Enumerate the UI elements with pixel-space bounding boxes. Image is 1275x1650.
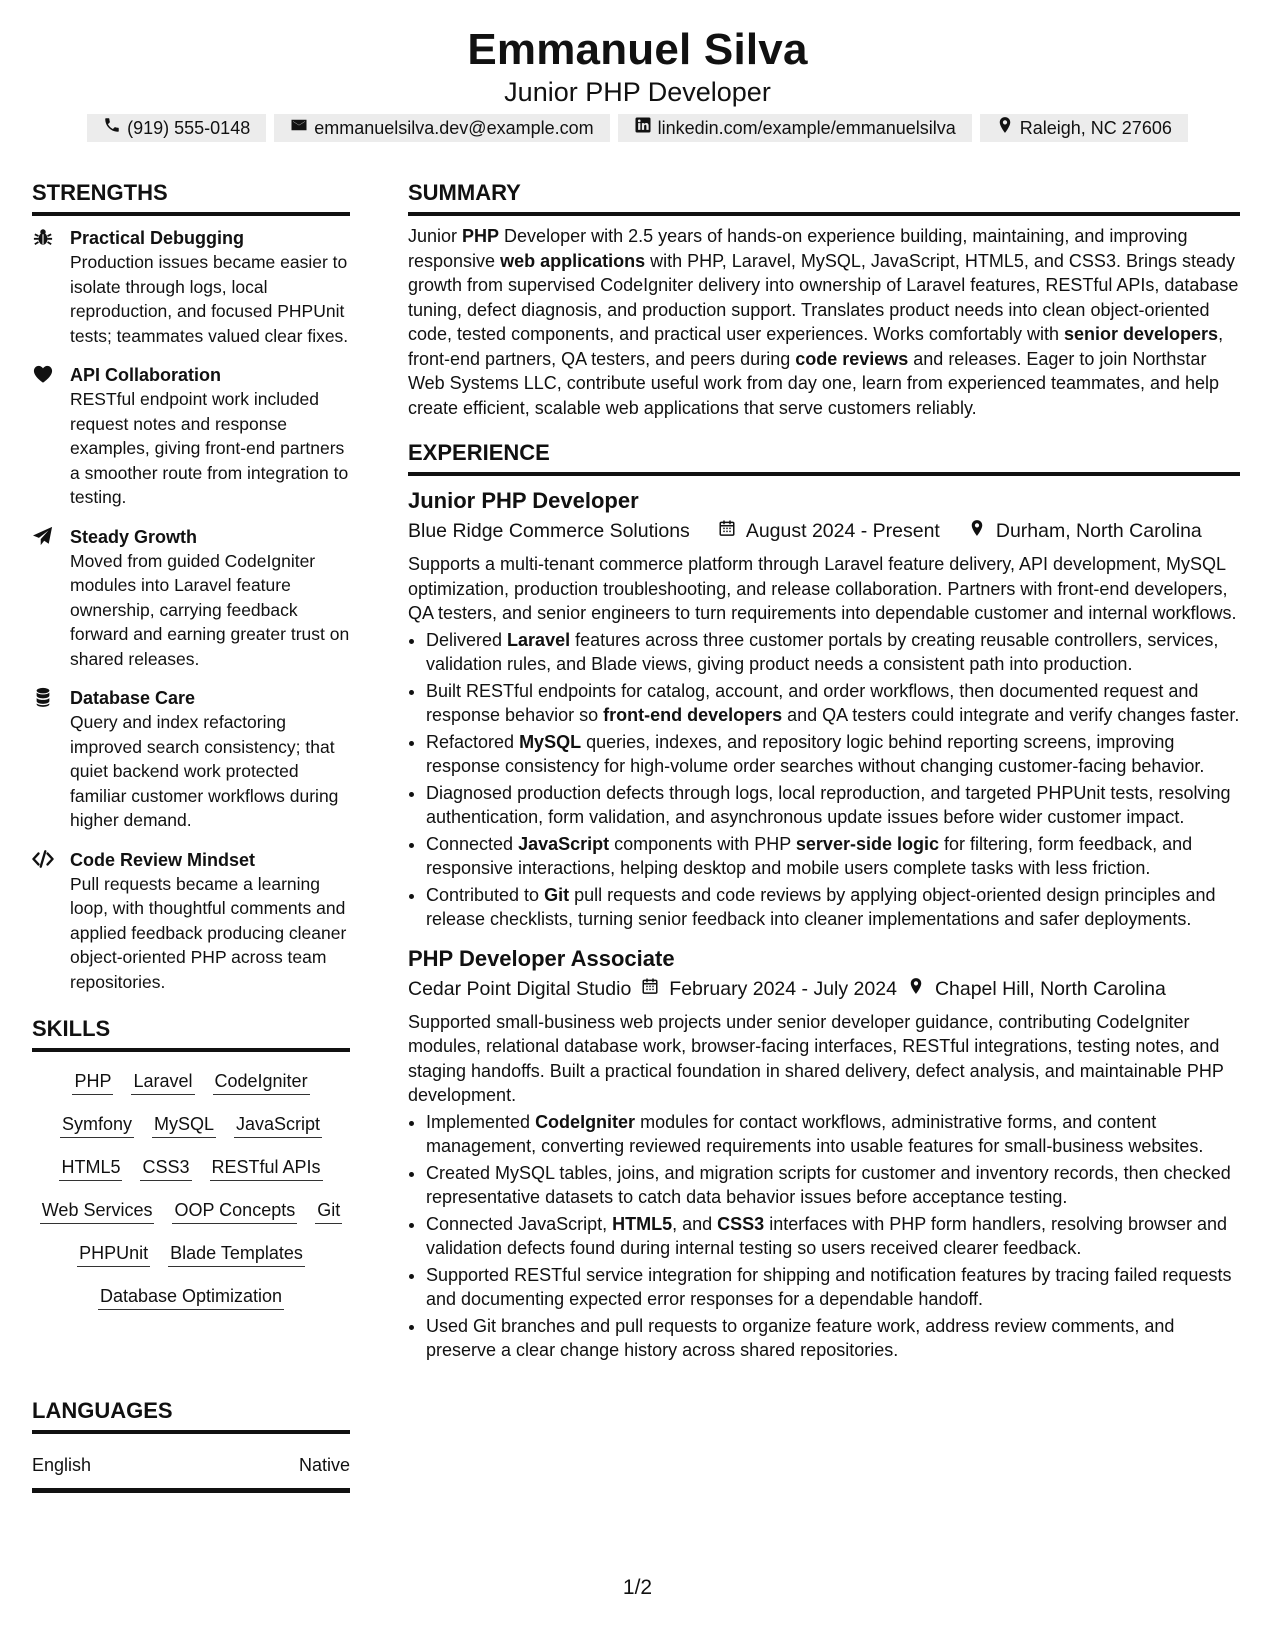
skill-tag: Blade Templates bbox=[168, 1240, 305, 1267]
bug-icon bbox=[32, 226, 56, 249]
database-icon bbox=[32, 686, 56, 709]
envelope-icon bbox=[290, 114, 308, 142]
language-name: English bbox=[32, 1455, 92, 1475]
job-entry bbox=[408, 486, 1240, 932]
contact-linkedin[interactable] bbox=[618, 114, 972, 142]
languages-heading: LANGUAGES bbox=[32, 1394, 350, 1434]
strengths-heading: STRENGTHS bbox=[32, 176, 350, 216]
text-run: Junior bbox=[408, 226, 463, 246]
text-run: and releases. Eager to join Northstar Web Systems LLC, contribute useful work from day one, learn from experienced teammates, and help create efficient, scalable web applications that serve customers reliably. bbox=[408, 348, 1220, 418]
map-pin-icon bbox=[907, 974, 925, 1004]
text-run: interfaces with PHP form handlers, resolving browser and validation defects found during internal testing so users received clearer feedback. bbox=[426, 1213, 1228, 1258]
resume-header bbox=[0, 24, 1275, 108]
text-run: , front-end partners, QA testers, and peers during bbox=[408, 324, 1224, 369]
language-level: Native bbox=[298, 1455, 350, 1475]
bold-keyword: JavaScript bbox=[518, 833, 610, 854]
text-run: Contributed to bbox=[426, 884, 545, 905]
summary-heading: SUMMARY bbox=[408, 176, 1240, 216]
paper-plane-icon bbox=[32, 525, 56, 548]
skill-tag: PHPUnit bbox=[77, 1240, 150, 1267]
bold-keyword: PHP bbox=[462, 226, 500, 246]
email-text: emmanuelsilva.dev@example.com bbox=[314, 118, 594, 138]
left-column bbox=[32, 176, 350, 1310]
contact-phone bbox=[87, 114, 266, 142]
strength-item bbox=[32, 226, 350, 348]
map-pin-icon bbox=[968, 516, 986, 546]
job-title: PHP Developer Associate bbox=[408, 945, 675, 971]
phone-icon bbox=[103, 114, 121, 142]
job-description: Supports a multi-tenant commerce platform through Laravel feature delivery, API development, MySQL optimization, production troubleshooting, and release collaboration. Partners with front-end developers, QA testers, and senior engineers to turn requirements into dependable customer and internal workflows. bbox=[408, 554, 1237, 623]
text-run: features across three customer portals by creating reusable controllers, services, validation rules, and Blade views, giving product needs a consistent path into production. bbox=[426, 629, 1219, 674]
strength-item bbox=[32, 525, 350, 672]
job-bullet bbox=[426, 832, 1240, 881]
strengths-list bbox=[32, 226, 350, 994]
job-bullet bbox=[426, 781, 1240, 830]
text-run: modules for contact workflows, administrative forms, and content management, converting reviewed requirements into usable features for small-business websites. bbox=[426, 1111, 1204, 1156]
skills-section bbox=[32, 1012, 350, 1310]
job-location: Durham, North Carolina bbox=[995, 520, 1202, 542]
strength-title: Practical Debugging bbox=[70, 228, 245, 248]
phone-text: (919) 555-0148 bbox=[127, 118, 251, 138]
skill-tag: Git bbox=[315, 1197, 342, 1224]
bold-keyword: Laravel bbox=[507, 629, 571, 650]
text-run: and QA testers could integrate and verify changes faster. bbox=[782, 705, 1240, 725]
job-bullet bbox=[426, 1263, 1240, 1312]
job-title: Junior PHP Developer bbox=[408, 488, 639, 513]
job-location: Chapel Hill, North Carolina bbox=[934, 977, 1166, 1000]
text-run: Implemented bbox=[426, 1111, 536, 1132]
text-run: components with PHP bbox=[609, 833, 796, 854]
bold-keyword: front-end developers bbox=[603, 705, 783, 725]
text-run: Supported RESTful service integration for shipping and notification features by tracing failed requests and documenting expected error responses for a dependable handoff. bbox=[426, 1264, 1232, 1309]
job-bullet bbox=[426, 1161, 1240, 1210]
text-run: Delivered bbox=[426, 629, 508, 650]
job-description: Supported small-business web projects under senior developer guidance, contributing CodeIgniter modules, relational database work, browser-facing interfaces, RESTful integrations, testing notes, and staging handoffs. Built a practical foundation in shared delivery, defect analysis, and maintainable PHP development. bbox=[408, 1011, 1224, 1105]
experience-heading: EXPERIENCE bbox=[408, 436, 1240, 476]
bold-keyword: HTML5 bbox=[612, 1213, 673, 1234]
job-meta bbox=[408, 974, 1240, 1004]
text-run: Connected JavaScript, bbox=[426, 1213, 613, 1234]
skill-tag: CodeIgniter bbox=[213, 1068, 310, 1095]
candidate-role: Junior PHP Developer bbox=[504, 77, 771, 107]
strength-desc: Moved from guided CodeIgniter modules into Laravel feature ownership, carrying feedback forward and earning greater trust on shared releases. bbox=[70, 550, 350, 669]
bold-keyword: CSS3 bbox=[717, 1213, 765, 1234]
strengths-section bbox=[32, 176, 350, 994]
text-run: , and bbox=[672, 1213, 718, 1234]
bold-keyword: MySQL bbox=[519, 731, 582, 752]
bold-keyword: Git bbox=[544, 884, 570, 905]
job-dates: February 2024 - July 2024 bbox=[669, 977, 897, 1000]
skill-tag: Laravel bbox=[131, 1068, 194, 1095]
calendar-icon bbox=[718, 516, 736, 546]
text-run: for filtering, form feedback, and responsive interactions, helping desktop and mobile users complete tasks with less friction. bbox=[426, 833, 1193, 878]
languages-section bbox=[32, 1394, 350, 1493]
job-meta bbox=[408, 516, 1240, 546]
skill-tag: PHP bbox=[72, 1068, 113, 1095]
candidate-name: Emmanuel Silva bbox=[467, 25, 808, 74]
text-run: Created MySQL tables, joins, and migration scripts for customer and inventory records, then checked representative datasets to catch data behavior issues before acceptance testing. bbox=[426, 1162, 1231, 1207]
company-name: Blue Ridge Commerce Solutions bbox=[408, 520, 690, 542]
text-run: with PHP, Laravel, MySQL, JavaScript, HTML5, and CSS3. Brings steady growth from supervised CodeIgniter delivery into ownership of Laravel features, RESTful APIs, database tuning, defect diagnosis, and production support. Translates product needs into clean object-oriented code, tested components, and practical user experiences. Works comfortably with bbox=[408, 250, 1239, 344]
bold-keyword: CodeIgniter bbox=[535, 1111, 636, 1132]
experience-section bbox=[408, 436, 1240, 1363]
job-bullets bbox=[408, 1110, 1240, 1363]
map-pin-icon bbox=[996, 114, 1014, 142]
job-bullet bbox=[426, 1212, 1240, 1261]
text-run: Used Git branches and pull requests to organize feature work, address review comments, and preserve a clear change history across shared repositories. bbox=[426, 1315, 1175, 1360]
bold-keyword: code reviews bbox=[795, 348, 909, 369]
skills-list bbox=[32, 1068, 350, 1310]
contact-bar bbox=[0, 114, 1275, 142]
code-icon bbox=[32, 848, 56, 871]
skill-tag: Symfony bbox=[60, 1111, 134, 1138]
company-name: Cedar Point Digital Studio bbox=[408, 977, 632, 1000]
strength-desc: Production issues became easier to isolate through logs, local reproduction, and focused PHPUnit tests; teammates valued clear fixes. bbox=[70, 252, 349, 346]
skill-tag: CSS3 bbox=[140, 1154, 191, 1181]
strength-title: Code Review Mindset bbox=[70, 849, 256, 870]
skill-tag: Web Services bbox=[40, 1197, 155, 1224]
contact-email[interactable] bbox=[274, 114, 609, 142]
linkedin-icon bbox=[634, 114, 652, 142]
strength-desc: RESTful endpoint work included request notes and response examples, giving front-end partners a smoother route from integration to testing. bbox=[70, 389, 349, 507]
skill-tag: MySQL bbox=[152, 1111, 216, 1138]
location-text: Raleigh, NC 27606 bbox=[1019, 118, 1172, 138]
text-run: Connected bbox=[426, 833, 519, 854]
skill-tag: HTML5 bbox=[59, 1154, 122, 1181]
strength-item bbox=[32, 363, 350, 510]
job-bullet bbox=[426, 883, 1240, 932]
skill-tag: Database Optimization bbox=[98, 1283, 284, 1310]
job-bullet bbox=[426, 628, 1240, 677]
skill-tag: OOP Concepts bbox=[172, 1197, 297, 1224]
strength-item bbox=[32, 848, 350, 995]
bold-keyword: server-side logic bbox=[795, 833, 939, 854]
job-bullet bbox=[426, 1314, 1240, 1363]
text-run: Developer with 2.5 years of hands-on experience building, maintaining, and improving responsive bbox=[408, 226, 1188, 271]
skill-tag: RESTful APIs bbox=[210, 1154, 323, 1181]
strength-desc: Query and index refactoring improved search consistency; that quiet backend work protected familiar customer workflows during higher demand. bbox=[70, 712, 339, 830]
language-row bbox=[32, 1452, 350, 1493]
calendar-icon bbox=[641, 974, 659, 1004]
text-run: Diagnosed production defects through logs, local reproduction, and targeted PHPUnit tests, resolving authentication, form validation, and asynchronous update issues before wider customer impact. bbox=[426, 782, 1231, 827]
strength-title: Steady Growth bbox=[70, 526, 198, 547]
heart-icon bbox=[32, 363, 56, 386]
skill-tag: JavaScript bbox=[234, 1111, 322, 1138]
linkedin-text: linkedin.com/example/emmanuelsilva bbox=[657, 118, 956, 138]
text-run: pull requests and code reviews by applying object-oriented design principles and release checklists, turning senior feedback into cleaner implementations and safer deployments. bbox=[426, 884, 1216, 929]
right-column bbox=[408, 176, 1240, 1365]
job-dates: August 2024 - Present bbox=[745, 520, 940, 542]
strength-desc: Pull requests became a learning loop, with thoughtful comments and applied feedback producing cleaner object-oriented PHP across team repositories. bbox=[70, 873, 347, 992]
job-bullet bbox=[426, 1110, 1240, 1159]
job-bullet bbox=[426, 679, 1240, 728]
strength-title: API Collaboration bbox=[70, 365, 222, 385]
summary-section bbox=[408, 176, 1240, 420]
summary-text bbox=[408, 224, 1240, 420]
job-bullets bbox=[408, 628, 1240, 932]
text-run: queries, indexes, and repository logic behind reporting screens, improving response consistency for high-volume order searches without changing customer-facing behavior. bbox=[426, 731, 1205, 776]
strength-item bbox=[32, 686, 350, 833]
page-number: 1/2 bbox=[622, 1576, 653, 1599]
text-run: Built RESTful endpoints for catalog, account, and order workflows, then documented request and response behavior so bbox=[426, 680, 1199, 725]
skills-heading: SKILLS bbox=[32, 1012, 350, 1052]
job-bullet bbox=[426, 730, 1240, 779]
job-entry bbox=[408, 944, 1240, 1363]
bold-keyword: senior developers bbox=[1063, 324, 1219, 344]
strength-title: Database Care bbox=[70, 688, 196, 708]
text-run: Refactored bbox=[426, 731, 520, 752]
contact-location bbox=[980, 114, 1188, 142]
bold-keyword: web applications bbox=[500, 250, 646, 271]
